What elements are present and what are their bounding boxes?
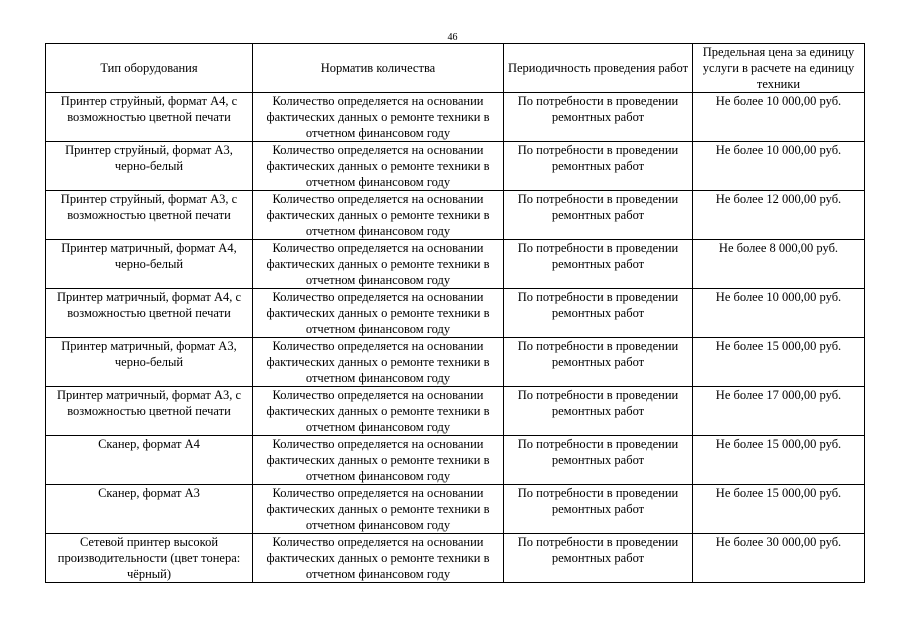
cell-quantity-norm: Количество определяется на основании фактических данных о ремонте техники в отчетном финансовом году (253, 289, 504, 338)
cell-max-price: Не более 10 000,00 руб. (693, 142, 865, 191)
table-row (46, 240, 865, 289)
table-row (46, 191, 865, 240)
table-row (46, 289, 865, 338)
header-equipment-type: Тип оборудования (46, 44, 253, 93)
cell-work-frequency: По потребности в проведении ремонтных работ (504, 240, 693, 289)
cell-quantity-norm: Количество определяется на основании фактических данных о ремонте техники в отчетном финансовом году (253, 338, 504, 387)
cell-equipment-type: Сканер, формат А4 (46, 436, 253, 485)
cell-work-frequency: По потребности в проведении ремонтных работ (504, 387, 693, 436)
cell-work-frequency: По потребности в проведении ремонтных работ (504, 485, 693, 534)
cell-equipment-type: Принтер струйный, формат А4, с возможностью цветной печати (46, 93, 253, 142)
cell-work-frequency: По потребности в проведении ремонтных работ (504, 289, 693, 338)
cell-quantity-norm: Количество определяется на основании фактических данных о ремонте техники в отчетном финансовом году (253, 93, 504, 142)
table-row (46, 338, 865, 387)
cell-max-price: Не более 15 000,00 руб. (693, 338, 865, 387)
cell-work-frequency: По потребности в проведении ремонтных работ (504, 338, 693, 387)
page-number: 46 (447, 32, 458, 43)
cell-quantity-norm: Количество определяется на основании фактических данных о ремонте техники в отчетном финансовом году (253, 142, 504, 191)
table-row (46, 142, 865, 191)
cell-quantity-norm: Количество определяется на основании фактических данных о ремонте техники в отчетном финансовом году (253, 240, 504, 289)
cell-max-price: Не более 10 000,00 руб. (693, 289, 865, 338)
cell-max-price: Не более 10 000,00 руб. (693, 93, 865, 142)
table-row (46, 93, 865, 142)
cell-max-price: Не более 15 000,00 руб. (693, 485, 865, 534)
table-row (46, 387, 865, 436)
cell-max-price: Не более 17 000,00 руб. (693, 387, 865, 436)
table-row (46, 436, 865, 485)
cell-equipment-type: Сетевой принтер высокой производительности (цвет тонера: чёрный) (46, 534, 253, 583)
table-row (46, 534, 865, 583)
cell-max-price: Не более 12 000,00 руб. (693, 191, 865, 240)
cell-max-price: Не более 8 000,00 руб. (693, 240, 865, 289)
cell-work-frequency: По потребности в проведении ремонтных работ (504, 191, 693, 240)
cell-work-frequency: По потребности в проведении ремонтных работ (504, 436, 693, 485)
cell-quantity-norm: Количество определяется на основании фактических данных о ремонте техники в отчетном финансовом году (253, 534, 504, 583)
cell-work-frequency: По потребности в проведении ремонтных работ (504, 534, 693, 583)
header-quantity-norm: Норматив количества (253, 44, 504, 93)
cell-equipment-type: Принтер матричный, формат А4, черно-белый (46, 240, 253, 289)
cell-max-price: Не более 30 000,00 руб. (693, 534, 865, 583)
equipment-repair-norms-table (45, 43, 865, 583)
cell-quantity-norm: Количество определяется на основании фактических данных о ремонте техники в отчетном финансовом году (253, 387, 504, 436)
cell-equipment-type: Принтер струйный, формат А3, черно-белый (46, 142, 253, 191)
cell-work-frequency: По потребности в проведении ремонтных работ (504, 93, 693, 142)
cell-equipment-type: Принтер струйный, формат А3, с возможностью цветной печати (46, 191, 253, 240)
cell-work-frequency: По потребности в проведении ремонтных работ (504, 142, 693, 191)
cell-quantity-norm: Количество определяется на основании фактических данных о ремонте техники в отчетном финансовом году (253, 485, 504, 534)
cell-quantity-norm: Количество определяется на основании фактических данных о ремонте техники в отчетном финансовом году (253, 436, 504, 485)
cell-equipment-type: Сканер, формат А3 (46, 485, 253, 534)
table-header-row (46, 44, 865, 93)
cell-equipment-type: Принтер матричный, формат А3, с возможностью цветной печати (46, 387, 253, 436)
cell-equipment-type: Принтер матричный, формат А3, черно-белый (46, 338, 253, 387)
table-row (46, 485, 865, 534)
header-work-frequency: Периодичность проведения работ (504, 44, 693, 93)
cell-quantity-norm: Количество определяется на основании фактических данных о ремонте техники в отчетном финансовом году (253, 191, 504, 240)
cell-equipment-type: Принтер матричный, формат А4, с возможностью цветной печати (46, 289, 253, 338)
header-max-price: Предельная цена за единицу услуги в расчете на единицу техники (693, 44, 865, 93)
cell-max-price: Не более 15 000,00 руб. (693, 436, 865, 485)
